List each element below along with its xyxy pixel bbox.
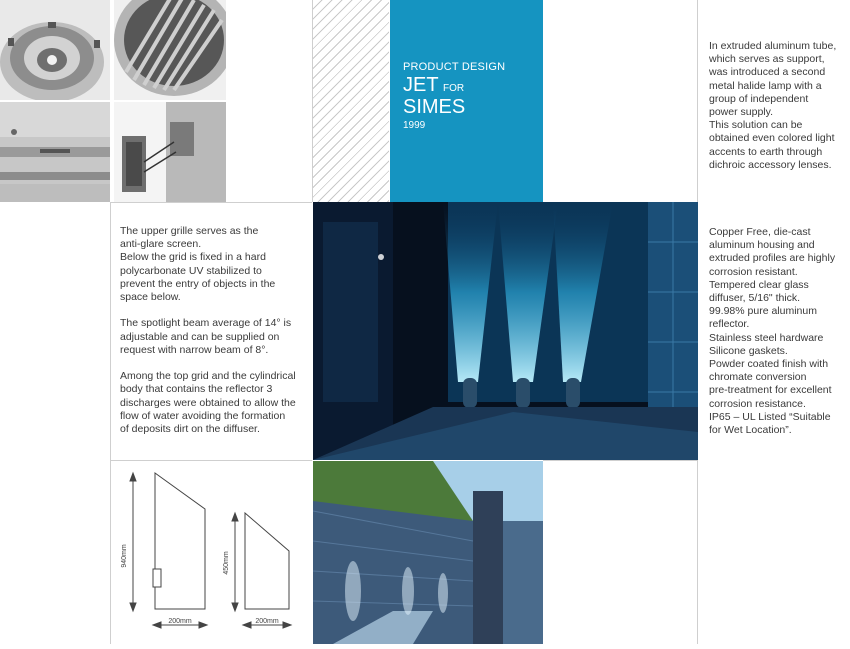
small-width-label: 200mm: [255, 618, 279, 625]
product-photo-cylinder: [0, 102, 110, 202]
grille-description: The upper grille serves as the anti-glare screen. Below the grid is fixed in a hard polycarbonate UV stabilized to prevent the entry of objects in the space below. The spotlight beam average of 14° is adjustable and can be supplied on request with narrow beam of 8°. Among the top grid and the cylindrical body that contains the reflector 3 discharges were obtained to allow the flow of water avoiding the formation of deposits dirt on the diffuser.: [120, 225, 296, 436]
small-height-label: 450mm: [223, 551, 230, 575]
title-year: 1999: [403, 120, 426, 131]
large-width-label: 200mm: [168, 618, 192, 625]
title-panel: [390, 0, 543, 202]
product-title: [403, 75, 538, 117]
title-kicker: PRODUCT DESIGN: [403, 61, 506, 73]
product-photo-grille: [114, 0, 226, 100]
title-for: FOR: [443, 83, 465, 94]
divider: [110, 202, 312, 203]
title-simes: SIMES: [403, 96, 466, 118]
decorative-hatch-panel: [313, 0, 389, 202]
installation-photo-night: [313, 202, 698, 460]
large-height-label: 940mm: [121, 544, 128, 568]
title-jet: JET: [403, 74, 439, 96]
product-photo-power-supply: [114, 102, 226, 202]
divider: [543, 460, 698, 461]
product-photo-top-left: [0, 0, 110, 100]
technical-drawing: [111, 461, 312, 644]
specifications-text: Copper Free, die-cast aluminum housing and extruded profiles are highly corrosion resistant. Tempered clear glass diffuser, 5/16" thick. 99.98% pure aluminum reflector. Stainless steel hardware Silicone gaskets. Powder coated finish with chromate conversion pre-treatment for excellent corrosion resistance. IP65 – UL Listed “Suitable for Wet Location”.: [709, 226, 836, 437]
installation-photo-wall: [313, 461, 543, 644]
intro-text: In extruded aluminum tube, which serves as support, was introduced a second metal halide lamp with a group of independent power supply. This solution can be obtained even colored light accents to earth through dichroic accessory lenses.: [709, 40, 837, 171]
